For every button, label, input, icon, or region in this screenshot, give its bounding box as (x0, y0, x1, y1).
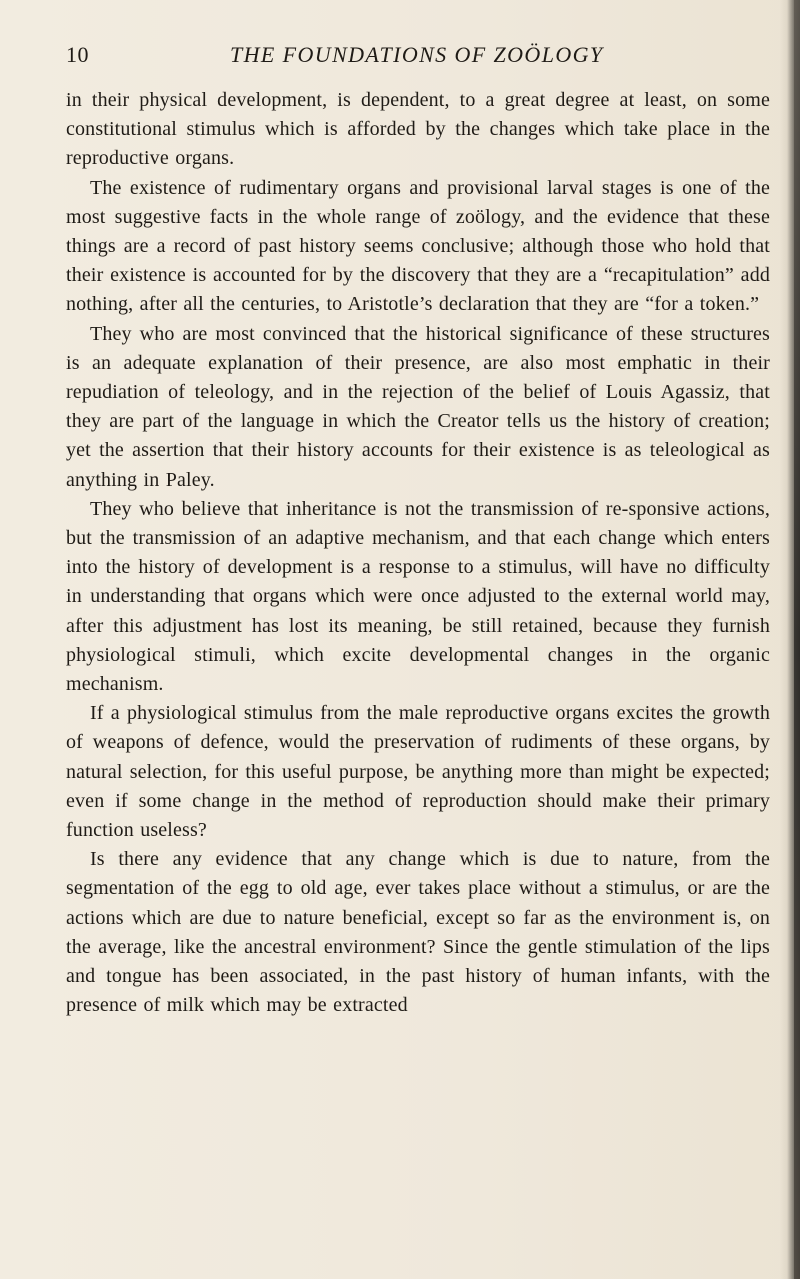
paragraph: in their physical development, is dependent, to a great degree at least, on some constitutional stimulus which is afforded by the changes which take place in the reproductive organs. (66, 89, 770, 170)
running-title: THE FOUNDATIONS OF ZOÖLOGY (230, 42, 604, 67)
page-edge (794, 0, 800, 1279)
paragraph: Is there any evidence that any change which is due to nature, from the segmentation of the egg to old age, ever takes place without a stimulus, or are the actions which are due to nature beneficial, except so far as the environment is, on the average, like the ancestral environment? Since the gentle stimulation of the lips and tongue has been associated, in the past history of human infants, with the presence of milk which may be extracted (66, 848, 770, 1017)
paragraph: The existence of rudimentary organs and provisional larval stages is one of the most suggestive facts in the whole range of zoölogy, and the evidence that these things are a record of past history seems conclusive; although those who hold that their existence is accounted for by the discovery that they are a “recapitulation” add nothing, after all the centuries, to Aristotle’s declaration that they are “for a token.” (66, 176, 770, 316)
page-body (66, 86, 770, 1021)
page-header (66, 40, 766, 70)
page-number: 10 (66, 42, 89, 67)
paragraph: They who believe that inheritance is not the transmission of re-sponsive actions, but the transmission of an adaptive mechanism, and that each change which enters into the history of development is a response to a stimulus, will have no difficulty in understanding that organs which were once adjusted to the external world may, after this adjustment has lost its meaning, be still retained, because they furnish physiological stimuli, which excite developmental changes in the organic mechanism. (66, 497, 770, 696)
paragraph: They who are most convinced that the historical significance of these structures is an adequate explanation of their presence, are also most emphatic in their repudiation of teleology, and in the rejection of the belief of Louis Agassiz, that they are part of the language in which the Creator tells us the history of creation; yet the assertion that their history accounts for their existence is as teleological as anything in Paley. (66, 322, 770, 491)
paragraph: If a physiological stimulus from the male reproductive organs excites the growth of weapons of defence, would the preservation of rudiments of these organs, by natural selection, for this useful purpose, be anything more than might be expected; even if some change in the method of reproduction should make their primary function useless? (66, 702, 770, 842)
